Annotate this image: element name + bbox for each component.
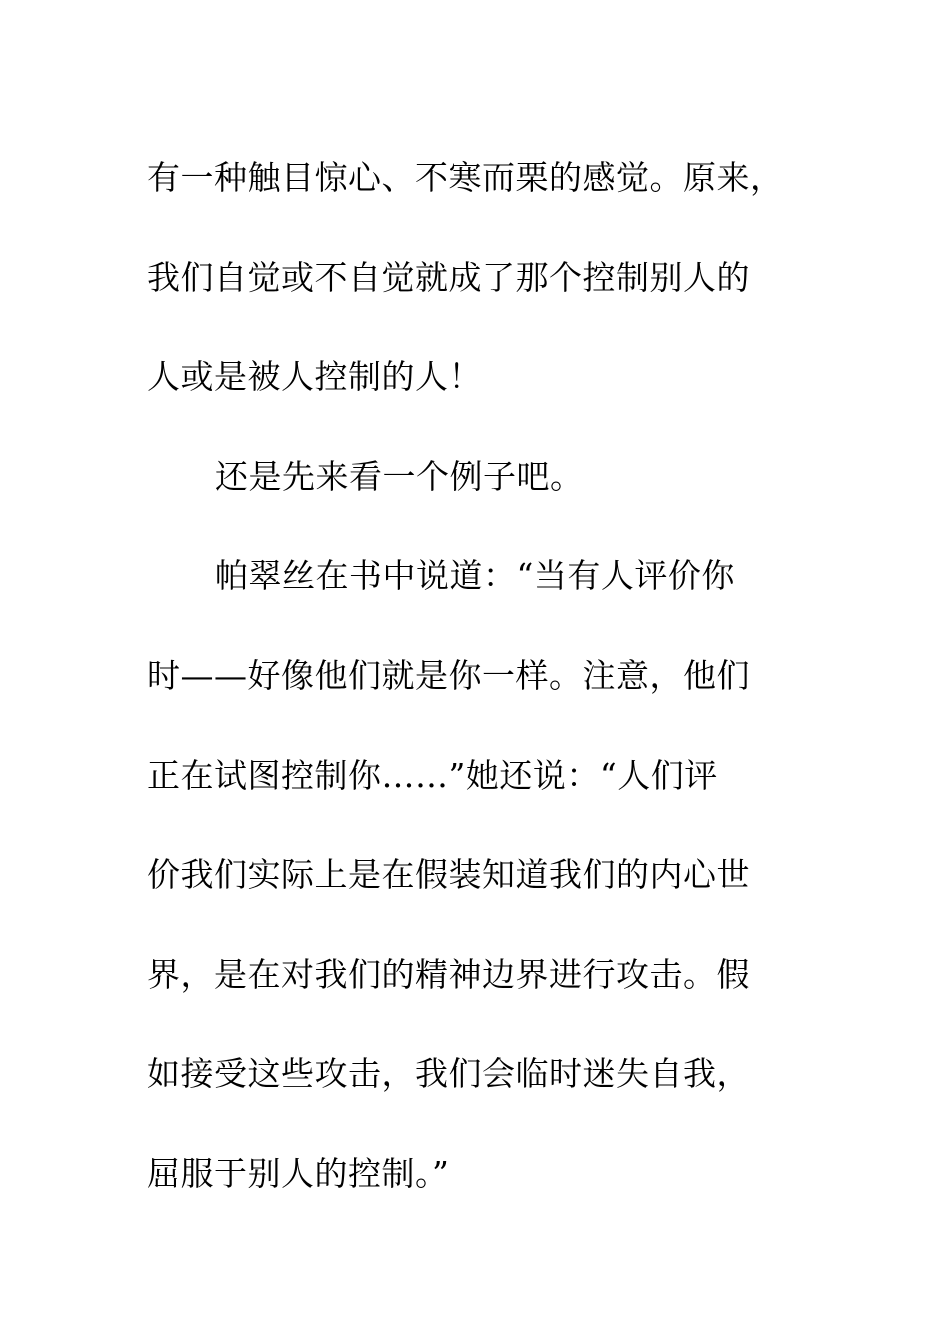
text-line: 时——好像他们就是你一样。注意，他们 — [147, 655, 750, 695]
text-line: 我们自觉或不自觉就成了那个控制别人的 — [147, 257, 750, 297]
body-text — [147, 128, 807, 1224]
text-line: 正在试图控制你……”她还说：“人们评 — [147, 755, 718, 795]
text-line: 屈服于别人的控制。” — [147, 1153, 450, 1193]
text-line: 还是先来看一个例子吧。 — [215, 456, 584, 496]
text-line: 人或是被人控制的人！ — [147, 357, 482, 397]
text-line: 价我们实际上是在假装知道我们的内心世 — [147, 855, 750, 895]
text-line: 帕翠丝在书中说道：“当有人评价你 — [215, 556, 735, 596]
text-line: 如接受这些攻击，我们会临时迷失自我， — [147, 1054, 750, 1094]
text-line: 界，是在对我们的精神边界进行攻击。假 — [147, 954, 750, 994]
text-line: 有一种触目惊心、不寒而栗的感觉。原来， — [147, 158, 784, 197]
